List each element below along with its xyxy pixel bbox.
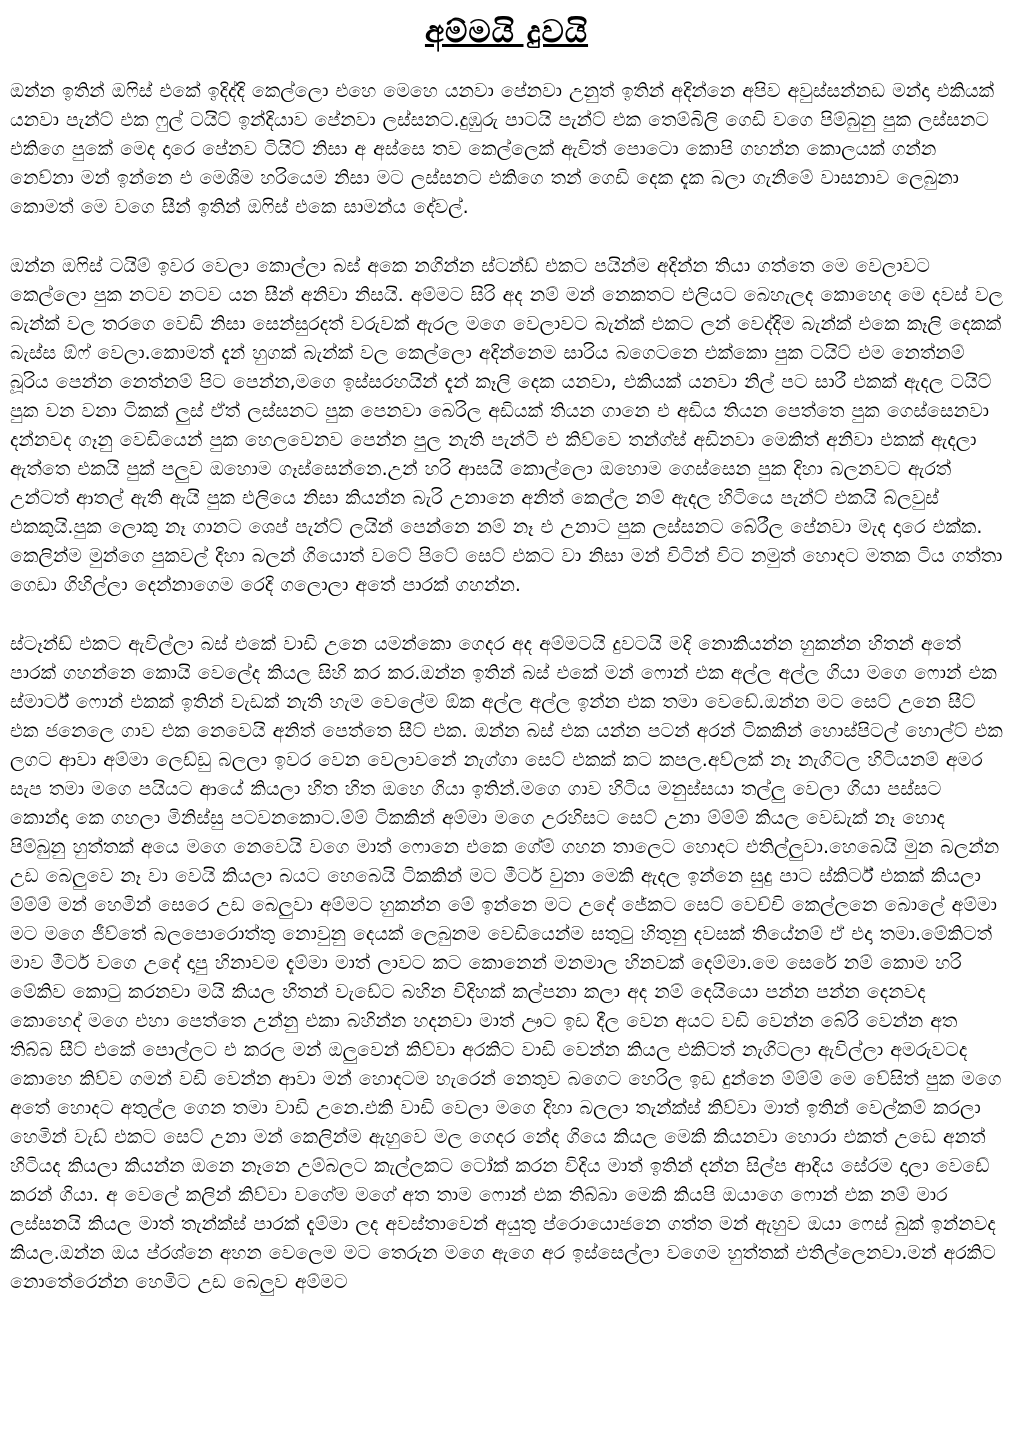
paragraph-2: ඔන්න ඔෆිස් ටයිම් ඉවර වෙලා කොල්ලා බස් අකෙ නගින්න ස්ටන්ඩ් එකට පයින්ම අදින්න තියා ගත්තෙ මෙ වෙලාවට කෙල්ලො පුක නටව නටව යන සීන් අනිවා නිසයි. අම්මට සිරි අද නම් මන් නෙකතට එලියට බෙහැලද කොහෙද මෙ දවස් වල බැන්ක් වල තරගෙ වෙඩි නිසා සෙන්සුරදත් වරුවක් ඇරල මගෙ වෙලාවට බැන්ක් එකට ලන් වෙද්දිම බැන්ක් එකෙ කෑලි දෙකක් බැස්ස ඕෆ් වෙලා.කොමත් දැන් හුගක් බැන්ක් වල කෙල්ලො අදින්නෙම සාරිය බගෙටනෙ එක්කො පුක ටයිට් එම නෙත්නම් බූරිය පෙන්න නෙත්නම් පිට පෙන්න,මගෙ ඉස්සරහයින් දැන් කෑලි දෙක යනවා, එකියක් යනවා නිල් පට සාරී එකක් ඇදල ටයිට් පුක වන වනා ටිකක් ලුස් ඒත් ලස්සනට පුක පෙනවා බෙරිල අඩියක් තියන ගානෙ එ අඩිය තියන පෙත්තෙ පුක ගෙස්සෙනවා දන්නවද ගෑනු වෙඩියෙන් පුක හෙලවෙනව පෙන්න පුල නැති පැන්ටි එ කිව්වෙ තන්ග්ස් අඩිනවා මෙකිත් අනිවා එකක් ඇදලා ඇත්තෙ එකයි පුක් පලුව ඔහොම ගෑස්සෙන්නෙ.උන් හරි ආසයි කොල්ලො ඔහොම ගෙස්සෙන පුක දිහා බලනවට ඇරත් උන්ටත් ආතල් ඇති ඇයි පුක එලියෙ නිසා කියන්න බැරි උනානෙ අනිත් කෙල්ල නම් ඇදල හිටියෙ පැන්ට් එකයි බ්ලවුස් එකකුයි.පුක ලොකු නෑ ගානට ශෙප් පැන්ට් ලයින් පෙන්නෙ නම් නෑ එ උනාට පුක ලස්සනට බේරීල පේනවා මැද දාරෙ එක්ක. කෙලින්ම මුන්ගෙ පුකවල් දිහා බලන් ගියොත් වටේ පිටේ සෙට් එකට වා නිසා මන් විටින් විට නමුත් හොදට මතක ටිය ගත්තා ගෙඩා ගිහිල්ලා දෙන්නාගෙම රෙදි ගලොලා අතේ පාරක් ගහන්න. [10, 255, 1003, 596]
document-title: අම්මයි දුවයි [424, 14, 589, 50]
paragraph-1: ඔන්න ඉතින් ඔෆිස් එකේ ඉදිද්දි කෙල්ලො එහෙ මෙහෙ යනවා පේනවා උනුත් ඉතින් අදින්නෙ අපිව අවුස්සන්නඩ මන්දා එකියක් යනවා පැන්ට් එක ෆුල් ටයිට් ඉන්දියාව පේනවා ලස්සනට.දුඹුරු පාටයි පැන්ට් එක තෙම්බිලි ගෙඩි වගෙ පිම්බුනු පුක ලස්සනට එකිගෙ පුකේ මෙද දාරෙ පේනව ටියිට් නිසා අ අස්සෙ තව කෙල්ලෙක් ඇවිත් පොටො කොපි ගහන්න කොලයක් ගන්න නෙව්නා මන් ඉන්නෙ එ මෙශිම හරියෙම නිසා මට ලස්සනට එකිගෙ තන් ගෙඩි දෙක දැක බලා ගැනිමේ වාසනාව ලෙබුනා කොමත් මෙ වගෙ සීන් ඉතින් ඔෆිස් එකෙ සාමන්ය දේවල්. [10, 80, 995, 218]
paragraph-3: ස්ටෑන්ඩ් එකට ඇවිල්ලා බස් එකේ වාඩි උනෙ යමන්කො ගෙදර අද අම්මටයි දුවටයි මදි නොකියන්න හුකන්න හිතන් අතේ පාරක් ගහන්නෙ කොයි වෙලේද කියල සිහි කර කර.ඔන්න ඉතින් බස් එකේ මන් ෆොන් එක අල්ල අල්ල ගියා මගෙ ෆොන් එක ස්මාර්ට් ෆොන් එකක් ඉතින් වැඩක් නැති හැම වෙලේම ඕක අල්ල අල්ල ඉන්න එක තමා වෙඩේ.ඔන්න මට සෙට් උනෙ සීට් එක ජනෙලෙ ගාව එක නෙවෙයි අනිත් පෙත්තෙ සීට් එක. ඔන්න බස් එක යන්න පටන් අරන් ටිකකින් හොස්පිටල් හොල්ට් එක ලගට ආවා අම්මා ලෙඩ්ඩු බලලා ඉවර වෙන වෙලාවනේ නැග්ගා සෙට් එකක් කට කපල.අව්ලක් නෑ නැගිටල හිටියනම් අමර සැප තමා මගෙ පයියට ආයේ කියලා හිත හිත ඔහෙ ගියා ඉතින්.මගෙ ගාව හිටිය මනුස්සයා තල්ලු වෙලා ගියා පස්සට කොන්දා කෙ ගහලා මිනිස්සු පටවනකොට.ම්ම් ටිකකින් අම්මා මගෙ උරහිසට සෙට් උනා ම්ම්ම් කියල වෙඩැක් නෑ හොද පිම්බුනු හුත්තක් අයෙ මගෙ නෙවෙයි වගෙ මාත් ෆොනෙ එකෙ ගේම් ගහන තාලෙට හොදට එතිල්ලුවා.හෙබෙයි මුන බලන්න උඩ බෙලුවෙ නෑ වා වෙයි කියලා බයට හෙබෙයි ටිකකින් මට මීටර් වුනා මෙකි ඇදල ඉන්නෙ සුදු පාට ස්කිර්ට් එකක් කියලා ම්ම්ම් මන් හෙමින් සෙරෙ උඩ බෙලුවා අම්මට හුකන්න මේ ඉන්නෙ මට උදේ ජේකට සෙට් වෙච්චි කෙල්ලනෙ බොලේ අම්මා මට මගෙ ජීව්තේ බලපොරොත්තු නොවුනු දෙයක් ලෙබුනම වෙඩියෙන්ම සතුටු හිතුනු දවසක් තියේනම් ඒ එදා තමා.මේකිටත් මාව මීටර් වගෙ උදේ දාපු හිනාවම දැම්මා මාත් ලාවට කට කොනෙන් මනමාල හිනවක් දෙම්මා.මෙ සෙරේ නම් කොම හරි මේකිව කොටු කරනවා මයි කියල හිතන් වැඩේට බහින විදිහක් කල්පනා කලා අද නම් දෙයියො පන්න පන්න දෙනවද කොහෙද් මගෙ එහා පෙත්තෙ උන්නු එකා බහින්න හදනවා මාත් ඌට ඉඩ දීල වෙන අයට වඩි වෙන්න බේරි වෙන්න අත තිබ්බ සීට් එකේ පොල්ලට එ කරල මන් ඔලුවෙන් කිව්වා අරකිට වාඩි වෙන්න කියල එකිටත් නැගිටලා ඇවිල්ලා අමරුවටද කොහෙ කිව්ව ගමන් වඩි වෙන්න ආවා මන් හොදටම හැරෙන් නෙතුව බගෙට හෙරිල ඉඩ දුන්නෙ ම්ම්ම් මෙ වේසිත් පුක මගෙ අතේ හොදට අතුල්ල ගෙන තමා වාඩි උනෙ.එකි වාඩි වෙලා මගෙ දිහා බලලා තැන්ක්ස් කිව්වා මාත් ඉතින් වෙල්කම් කරලා හෙමින් වැඩ් එකට සෙට් උනා මන් කෙලින්ම ඇහුවෙ මල ගෙදර නේද ගියෙ කියල මෙකි කියනවා හොරා එකත් උඩෙ අනත් හිටියද කියලා කියන්න ඔනෙ නෑනෙ උම්බලට කැල්ලකට ටෝක් කරන විදිය මාත් ඉතින් දන්න සිල්ප ආදිය සේරම දාලා වෙඩේ කරන් ගියා. අ වෙලේ කලින් කිව්වා වගේම මගේ අත තාම ෆොන් එක තිබ්බා මෙකි කියපි ඔයාගෙ ෆොන් එක නම් මාර ලස්සනයි කියල මාත් තැන්ක්ස් පාරක් දැම්මා ලද අවස්තාවෙන් අයුතු ප්රොයොජනෙ ගත්ත මන් ඇහුව ඔයා ෆෙස් බුක් ඉන්නවද කියල.ඔන්න ඔය ප්රශ්නෙ අහන වෙලෙම මට තෙරුන මගෙ ඇගෙ අර ඉස්සෙල්ලා වගෙම හුත්තක් එතිල්ලෙනවා.මන් අරකිට නොතේරෙන්න හෙමිට උඩ බෙලුව අම්මට [10, 633, 1003, 1293]
